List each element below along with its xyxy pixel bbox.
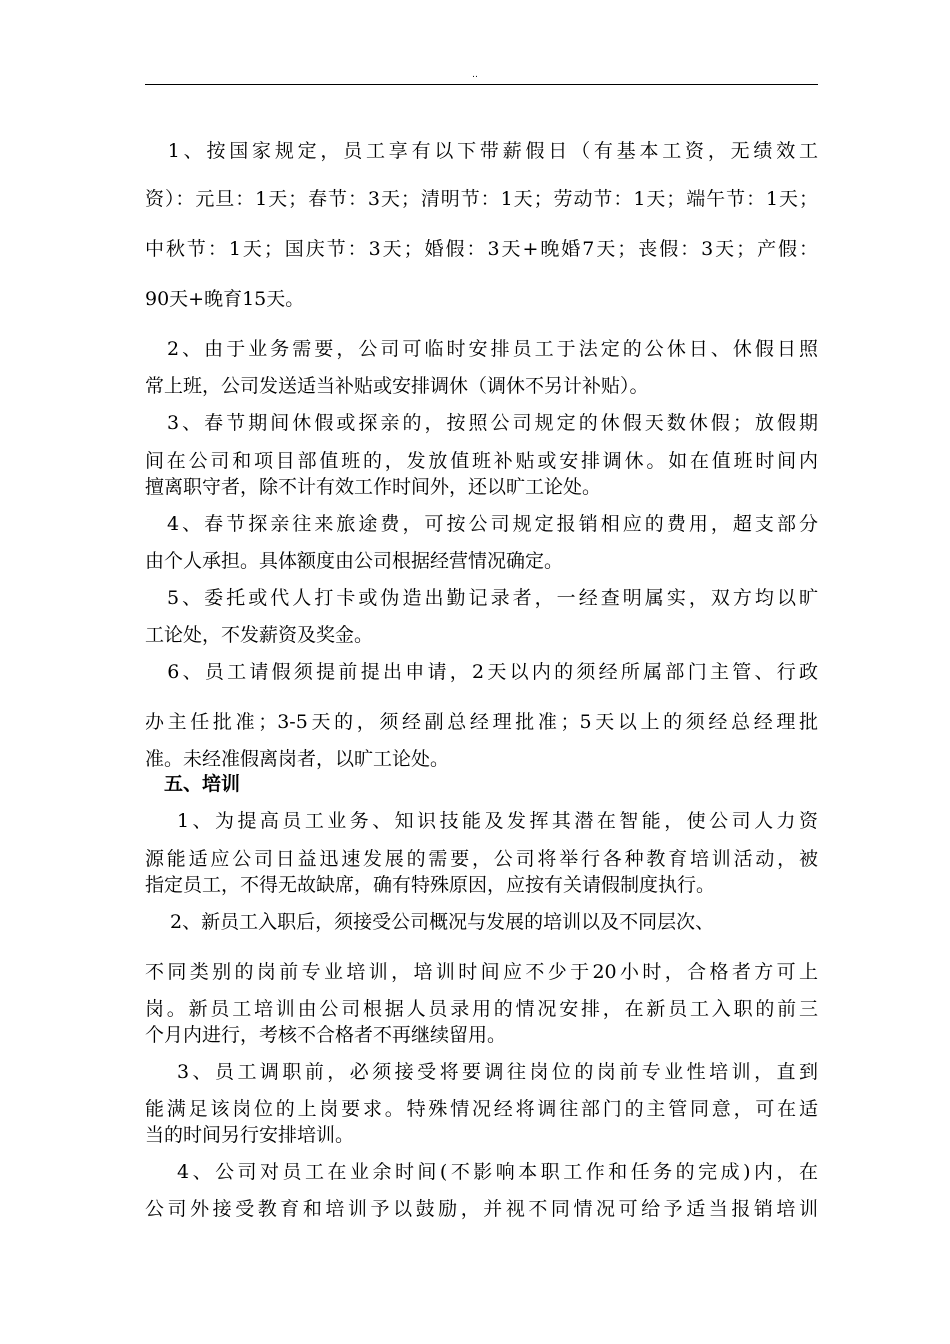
text-line: 准。未经准假离岗者，以旷工论处。 — [145, 748, 450, 770]
text-line: 能满足该岗位的上岗要求。特殊情况经将调往部门的主管同意，可在适 — [145, 1098, 818, 1120]
text-line: 资）：元旦：1天；春节：3天；清明节：1天；劳动节：1天；端午节：1天； — [145, 188, 818, 210]
text-line: 常上班，公司发送适当补贴或安排调休（调休不另计补贴）。 — [145, 375, 649, 397]
text-line: 6、员工请假须提前提出申请，2天以内的须经所属部门主管、行政 — [145, 661, 818, 683]
text-line: 1、按国家规定，员工享有以下带薪假日（有基本工资，无绩效工 — [145, 140, 818, 162]
text-line: 5、委托或代人打卡或伪造出勤记录者，一经查明属实，双方均以旷 — [145, 587, 818, 609]
text-line: 3、春节期间休假或探亲的，按照公司规定的休假天数休假；放假期 — [145, 412, 818, 434]
text-line: 当的时间另行安排培训。 — [145, 1124, 355, 1146]
text-line: 工论处，不发薪资及奖金。 — [145, 624, 374, 646]
text-line: 公司外接受教育和培训予以鼓励，并视不同情况可给予适当报销培训 — [145, 1198, 818, 1220]
section-heading: 五、培训 — [145, 773, 241, 795]
page-header-mark: .. — [472, 70, 478, 80]
text-line: 岗。新员工培训由公司根据人员录用的情况安排，在新员工入职的前三 — [145, 998, 818, 1020]
text-line: 2、新员工入职后，须接受公司概况与发展的培训以及不同层次、 — [145, 911, 715, 933]
text-line: 90天+晚育15天。 — [145, 288, 305, 310]
text-line: 中秋节：1天；国庆节：3天；婚假：3天+晚婚7天；丧假：3天；产假： — [145, 238, 818, 260]
text-line: 办主任批准；3-5天的，须经副总经理批准；5天以上的须经总经理批 — [145, 711, 818, 733]
text-line: 4、春节探亲往来旅途费，可按公司规定报销相应的费用，超支部分 — [145, 513, 818, 535]
text-line: 由个人承担。具体额度由公司根据经营情况确定。 — [145, 550, 564, 572]
text-line: 4、公司对员工在业余时间(不影响本职工作和任务的完成)内，在 — [145, 1161, 818, 1183]
text-line: 指定员工，不得无故缺席，确有特殊原因，应按有关请假制度执行。 — [145, 874, 716, 896]
text-line: 擅离职守者，除不计有效工作时间外，还以旷工论处。 — [145, 476, 602, 498]
text-line: 源能适应公司日益迅速发展的需要，公司将举行各种教育培训活动，被 — [145, 848, 818, 870]
text-line: 不同类别的岗前专业培训，培训时间应不少于20小时，合格者方可上 — [145, 961, 818, 983]
text-line: 间在公司和项目部值班的，发放值班补贴或安排调休。如在值班时间内 — [145, 450, 818, 472]
text-line: 3、员工调职前，必须接受将要调往岗位的岗前专业性培训，直到 — [145, 1061, 818, 1083]
text-line: 1、为提高员工业务、知识技能及发挥其潜在智能，使公司人力资 — [145, 810, 818, 832]
header-rule — [145, 84, 818, 85]
text-line: 2、由于业务需要，公司可临时安排员工于法定的公休日、休假日照 — [145, 338, 818, 360]
text-line: 个月内进行，考核不合格者不再继续留用。 — [145, 1024, 507, 1046]
